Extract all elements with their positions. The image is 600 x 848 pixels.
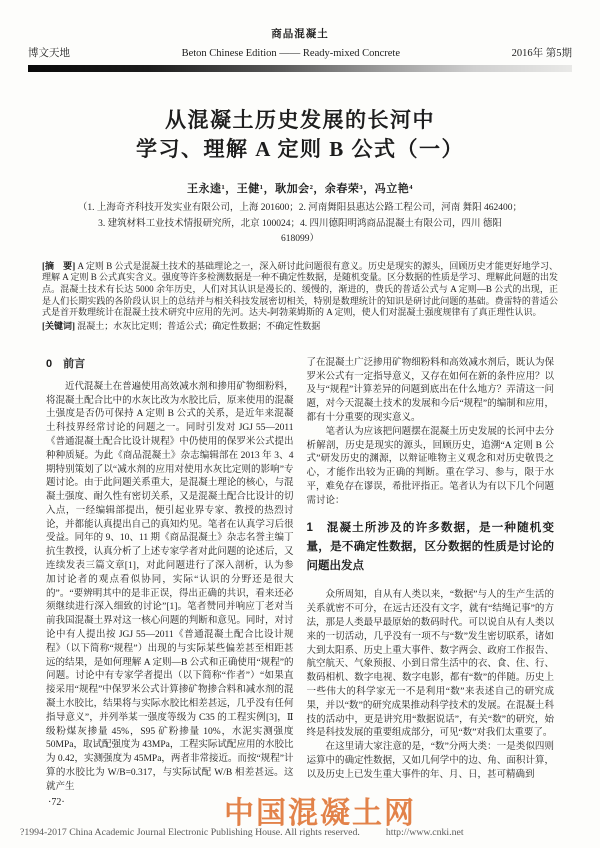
header-column-name: 博文天地 [28, 48, 70, 59]
site-watermark: 中国混凝土网 [224, 797, 416, 830]
section-heading-1: 1 混凝土所涉及的许多数据，是一种随机变量，是不确定性数据，区分数据的性质是讨论的问题出发点 [306, 522, 554, 573]
cnki-url: http://www.cnki.net [385, 827, 464, 838]
body-paragraph: 近代混凝土在普遍使用高效减水剂和掺用矿物细粉料，将混凝土配合比中的水灰比改为水胶比后，原来使用的混凝土强度是否仍可保持 A 定则 B 公式的关系，是近年来混凝土科技界经常讨论的问题之一。同时引发对 JGJ 55—2011《普通混凝土配合比设计规程》中仍使用的保罗米公式提出种种质疑。为此《商品混凝土》杂志编辑部在 2013 年 3、4 期特别策划了以“减水剂的应用对使用水灰比定则的影响”专题讨论。由于此问题关系重大，是混凝土理论的核心，与混凝土强度、耐久性有密切关系，又是混凝土配合比设计的切入点，一经编辑部提出，便引起业界专家、教授的热烈讨论，并都能认真提出自己的真知灼见。笔者在认真学习后很受益。同年的 9、10、11 期《商品混凝土》杂志名誉主编丁抗生教授，认真分析了上述专家学者对此问题的论述后，又连续发表三篇文章[1]，对此问题进行了深入剖析，认为参加讨论者的观点看似协同，实际“认识的分野还是很大的”。“要辨明其中的是非正误，得出正确的共识，看来还必须继续进行深入细致的讨论”[1]。笔者赞同并响应丁老对当前我国混凝土界对这一核心问题的判断和意见。同时，对讨论中有人提出按 JGJ 55—2011《普通混凝土配合比设计规程》（以下简称“规程”）出现的与实际某些偏差甚至相距甚远的结果，是如何理解 A 定则—B 公式和正确使用“规程”的问题。讨论中有专家学者提出（以下简称“作者”）“如果直接采用“规程”中保罗米公式计算掺矿物掺合料和减水剂的混凝土水胶比，结果将与实际水胶比相差甚远，几乎没有任何指导意义”，并列举某一强度等级为 C35 的工程实例[3]，Ⅱ级粉煤灰掺量 45%，S95 矿粉掺量 10%，水泥实测强度 50MPa，取试配强度为 43MPa，工程实际试配应用的水胶比为 0.42，实测强度为 45MPa，两者非常接近。而按“规程”计算的水胶比为 W/B=0.317，与实际试配 W/B 相差甚远。这就产生 [46, 381, 294, 792]
header-row [28, 45, 572, 60]
body-columns [0, 357, 600, 795]
issue-label: 2016年 第5期 [511, 48, 572, 59]
body-paragraph-continuation: 了在混凝土广泛掺用矿物细粉料和高效减水剂后，既认为保罗米公式有一定指导意义，又存在如何在新的条件应用？以及与“规程”计算差异的问题到底出在什么地方？弄清这一问题，对今天混凝土技术的发展和今后“规程”的编制和应用，都有十分重要的现实意义。 [306, 357, 554, 423]
section-heading-0: 0 前言 [46, 357, 86, 370]
body-paragraph: 众所周知，自从有人类以来，“数据”与人的生产生活的关系就密不可分，在远古还没有文字，就有“结绳记事”的方法，那是人类最早最原始的数码时代。可以说自从有人类以来的一切活动，几乎没有一项不与“数”发生密切联系，诸如大到太阳系、历史上重大事件、数字两会、政府工作报告、航空航天、气象预报、小到日常生活中的衣、食、住、行、数码相机、数字电视、数字电影，都有“数”的伴随。历史上一些伟大的科学家无一不是利用“数”来表述自己的研究成果，并以“数”的研究成果推动科学技术的发展。在混凝土科技的活动中，更是讲究用“数据说话”，有关“数”的研究，始终是科技发展的重要组成部分，可见“数”对我们太重要了。 [306, 590, 554, 739]
article-title-line2: 学习、理解 A 定则 B 公式（一） [135, 137, 464, 161]
body-paragraph: 在这里请大家注意的是，“数”分两大类：一是类似四则运算中的确定性数据，又如几何学中的边、角、面积计算，以及历史上已发生重大事件的年、月、日，甚可精确到 [306, 742, 554, 780]
abstract-label: [摘 要] [42, 260, 78, 271]
article-title-line1: 从混凝土历史发展的长河中 [165, 108, 435, 132]
abstract-text: A 定则 B 公式是混凝土技术的基础理论之一，深入研讨此问题很有意义。历史是现实的源头，回顾历史才能更好地学习、理解 A 定则 B 公式真实含义。强度等许多检测数据是一种不确定性数据，是随机变量。区分数据的性质是学习、理解此问题的出发点。混凝土技术有长达 5000 余年历史，人们对其认识是漫长的、缓慢的，渐进的，费氏的普适公式与 A 定则—B 公式的出现，正是人们长期实践的各阶段认识上的总结并与相关科技发展密切相关，特别是数理统计的知识是研讨此问题的基础。费雷特的普适公式是首开数理统计在混凝土技术研究中应用的先河。达夫-阿勃莱姆斯的 A 定则，使人们对混凝土强度规律有了真正理性认识。 [42, 260, 559, 318]
affiliation-block [0, 201, 600, 248]
right-column [307, 357, 555, 795]
page-header [0, 0, 600, 72]
body-paragraph: 笔者认为应该把问题摆在混凝土历史发展的长河中去分析解剖，历史是现实的源头，回顾历史，追溯“A 定则 B 公式”研发历史的渊源，以辩证唯物主义观念和对历史敬畏之心，才能作出较为正确的判断。重在学习、参与，限于水平，难免存在谬误，希批评指正。笔者认为有以下几个问题需讨论： [306, 426, 554, 506]
copyright-text: ?1994-2017 China Academic Journal Electronic Publishing House. All rights reserved. [20, 827, 360, 838]
affiliation-line: 618099） [280, 234, 319, 244]
page-number: ·72· [48, 797, 65, 808]
affiliation-line: （1. 上海奇齐科技开发实业有限公司，上海 201600；2. 河南舞阳县惠达公路工程公司，河南 舞阳 462400； [77, 203, 523, 213]
copyright-footer [20, 827, 580, 838]
affiliation-line: 3. 建筑材料工业技术情报研究所，北京 100024；4. 四川德阳明鸿商品混凝土有限公司，四川 德阳 [98, 218, 502, 229]
keywords-text: 混凝土；水灰比定则；普适公式；确定性数据；不确定性数据 [77, 321, 321, 332]
journal-title-cn: 商品混凝土 [271, 29, 329, 40]
keywords-line [0, 321, 600, 333]
left-column [46, 357, 294, 795]
author-list: 王永逵¹，王健¹，耿加会²，余春荣³，冯立艳⁴ [187, 183, 413, 195]
header-gradient-rule [28, 65, 572, 72]
journal-title-en: Beton Chinese Edition —— Ready-mixed Concrete [181, 48, 401, 59]
keywords-label: [关键词] [42, 321, 78, 332]
article-title [0, 106, 600, 164]
abstract-paragraph [0, 261, 600, 320]
